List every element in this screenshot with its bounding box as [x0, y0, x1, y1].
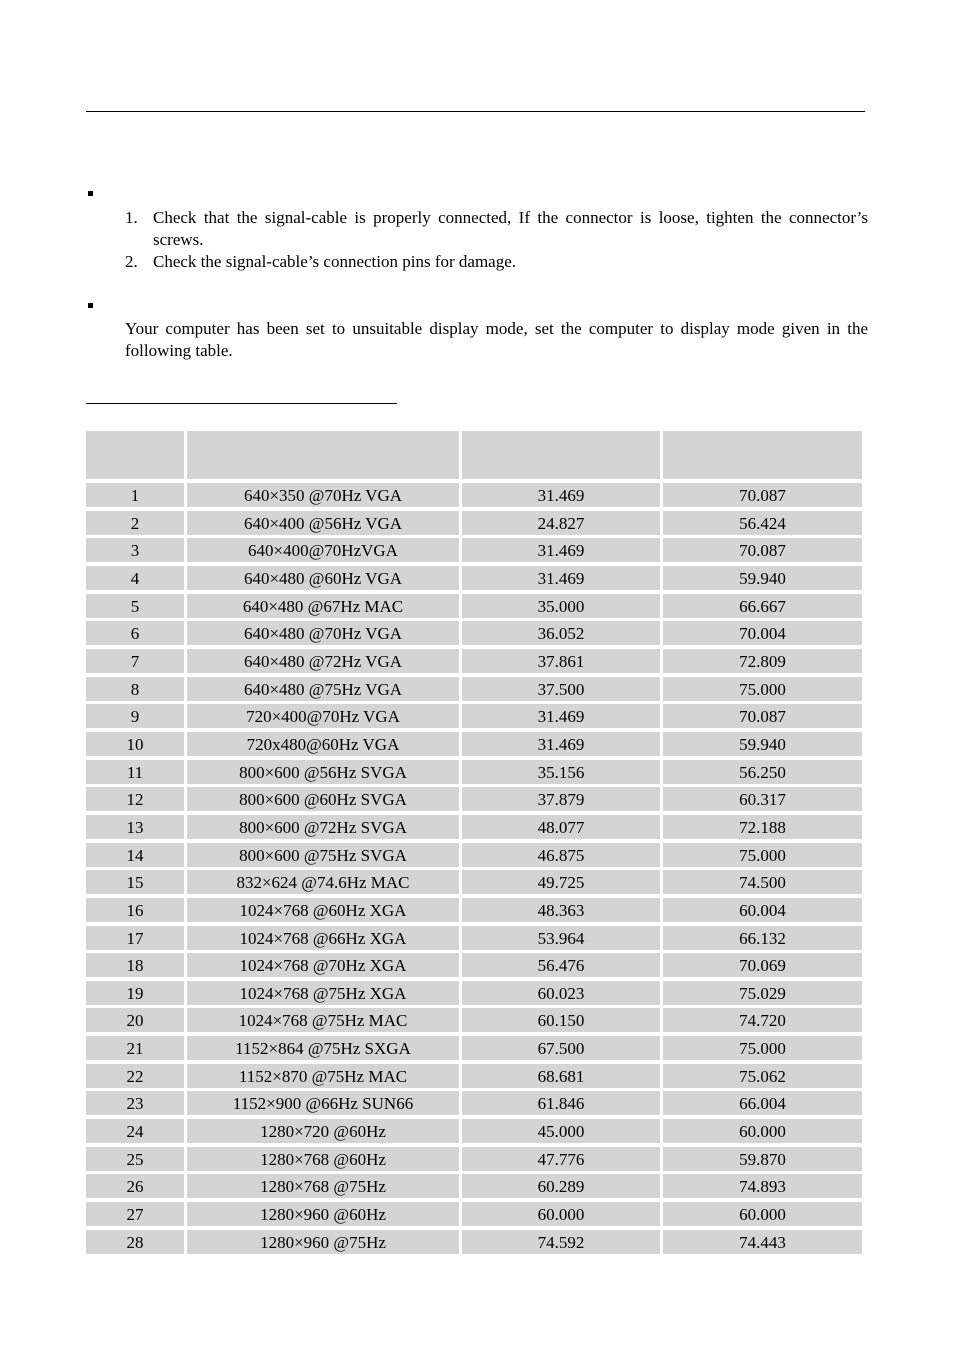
table-row — [86, 898, 864, 922]
cell-resolution: 640×480 @70Hz VGA — [187, 621, 459, 645]
cell-vertical-frequency: 66.667 — [663, 594, 862, 618]
step-text: Check that the signal-cable is properly connected, If the connector is loose, tighten the connector’s screws. — [153, 208, 868, 249]
cell-vertical-frequency: 59.940 — [663, 566, 862, 590]
cell-horizontal-frequency: 35.000 — [462, 594, 660, 618]
cell-resolution: 640×400@70HzVGA — [187, 538, 459, 562]
cell-horizontal-frequency: 67.500 — [462, 1036, 660, 1060]
cell-mode-number: 9 — [86, 704, 184, 728]
cell-mode-number: 24 — [86, 1119, 184, 1143]
list-item — [125, 207, 868, 251]
table-row — [86, 981, 864, 1005]
cell-vertical-frequency: 74.720 — [663, 1008, 862, 1032]
table-row — [86, 787, 864, 811]
table-row — [86, 1008, 864, 1032]
header-cell — [663, 431, 862, 479]
cell-mode-number: 11 — [86, 760, 184, 784]
cell-resolution: 1024×768 @75Hz MAC — [187, 1008, 459, 1032]
display-modes-table — [86, 431, 864, 1257]
cell-horizontal-frequency: 37.861 — [462, 649, 660, 673]
cell-horizontal-frequency: 48.363 — [462, 898, 660, 922]
cell-horizontal-frequency: 68.681 — [462, 1064, 660, 1088]
cell-horizontal-frequency: 46.875 — [462, 843, 660, 867]
cell-horizontal-frequency: 31.469 — [462, 538, 660, 562]
table-row — [86, 621, 864, 645]
cell-resolution: 1152×870 @75Hz MAC — [187, 1064, 459, 1088]
cell-resolution: 720×400@70Hz VGA — [187, 704, 459, 728]
cell-vertical-frequency: 75.000 — [663, 1036, 862, 1060]
step-number: 1. — [125, 208, 138, 227]
cell-resolution: 800×600 @60Hz SVGA — [187, 787, 459, 811]
cell-vertical-frequency: 75.000 — [663, 843, 862, 867]
cell-mode-number: 15 — [86, 870, 184, 894]
cell-mode-number: 13 — [86, 815, 184, 839]
table-row — [86, 538, 864, 562]
cell-horizontal-frequency: 31.469 — [462, 704, 660, 728]
cell-horizontal-frequency: 60.023 — [462, 981, 660, 1005]
cell-mode-number: 25 — [86, 1147, 184, 1171]
step-text: Check the signal-cable’s connection pins for damage. — [153, 252, 517, 271]
cell-resolution: 1152×864 @75Hz SXGA — [187, 1036, 459, 1060]
cell-mode-number: 22 — [86, 1064, 184, 1088]
table-row — [86, 926, 864, 950]
cell-horizontal-frequency: 37.500 — [462, 677, 660, 701]
cell-mode-number: 14 — [86, 843, 184, 867]
table-row — [86, 870, 864, 894]
cell-mode-number: 27 — [86, 1202, 184, 1226]
header-cell — [462, 431, 660, 479]
cell-resolution: 1280×960 @60Hz — [187, 1202, 459, 1226]
cell-resolution: 640×400 @56Hz VGA — [187, 511, 459, 535]
cell-mode-number: 1 — [86, 483, 184, 507]
cell-horizontal-frequency: 31.469 — [462, 566, 660, 590]
display-mode-paragraph: Your computer has been set to unsuitable display mode, set the computer to display mode given in the following table. — [125, 319, 868, 360]
cell-vertical-frequency: 75.062 — [663, 1064, 862, 1088]
table-row — [86, 953, 864, 977]
cell-mode-number: 4 — [86, 566, 184, 590]
cell-resolution: 1280×960 @75Hz — [187, 1230, 459, 1254]
cell-horizontal-frequency: 53.964 — [462, 926, 660, 950]
header-cell — [86, 431, 184, 479]
cell-resolution: 640×480 @75Hz VGA — [187, 677, 459, 701]
cell-mode-number: 17 — [86, 926, 184, 950]
cell-resolution: 720x480@60Hz VGA — [187, 732, 459, 756]
list-item — [125, 251, 868, 273]
cell-vertical-frequency: 70.087 — [663, 704, 862, 728]
header-cell — [187, 431, 459, 479]
cell-resolution: 800×600 @75Hz SVGA — [187, 843, 459, 867]
cell-horizontal-frequency: 56.476 — [462, 953, 660, 977]
cell-resolution: 1280×768 @60Hz — [187, 1147, 459, 1171]
table-row — [86, 1202, 864, 1226]
cell-horizontal-frequency: 45.000 — [462, 1119, 660, 1143]
table-row — [86, 1147, 864, 1171]
cell-mode-number: 10 — [86, 732, 184, 756]
cell-resolution: 800×600 @72Hz SVGA — [187, 815, 459, 839]
cell-horizontal-frequency: 49.725 — [462, 870, 660, 894]
section-rule — [86, 403, 397, 404]
table-row — [86, 732, 864, 756]
table-row — [86, 677, 864, 701]
cell-mode-number: 7 — [86, 649, 184, 673]
cell-mode-number: 16 — [86, 898, 184, 922]
cell-vertical-frequency: 60.317 — [663, 787, 862, 811]
table-row — [86, 1230, 864, 1254]
cell-vertical-frequency: 72.809 — [663, 649, 862, 673]
table-row — [86, 704, 864, 728]
cell-vertical-frequency: 60.000 — [663, 1119, 862, 1143]
cell-vertical-frequency: 75.000 — [663, 677, 862, 701]
table-row — [86, 649, 864, 673]
cell-vertical-frequency: 70.087 — [663, 538, 862, 562]
cell-resolution: 1024×768 @66Hz XGA — [187, 926, 459, 950]
cell-resolution: 1024×768 @75Hz XGA — [187, 981, 459, 1005]
table-row — [86, 511, 864, 535]
cell-resolution: 1024×768 @70Hz XGA — [187, 953, 459, 977]
cell-resolution: 640×480 @72Hz VGA — [187, 649, 459, 673]
cell-vertical-frequency: 60.000 — [663, 1202, 862, 1226]
cell-vertical-frequency: 74.500 — [663, 870, 862, 894]
table-header — [86, 431, 864, 479]
cell-vertical-frequency: 70.069 — [663, 953, 862, 977]
cell-vertical-frequency: 59.940 — [663, 732, 862, 756]
cell-mode-number: 26 — [86, 1174, 184, 1198]
bullet-icon — [88, 191, 93, 196]
cell-horizontal-frequency: 36.052 — [462, 621, 660, 645]
cell-resolution: 1152×900 @66Hz SUN66 — [187, 1091, 459, 1115]
cell-horizontal-frequency: 74.592 — [462, 1230, 660, 1254]
cell-horizontal-frequency: 47.776 — [462, 1147, 660, 1171]
cell-resolution: 640×480 @67Hz MAC — [187, 594, 459, 618]
cell-mode-number: 18 — [86, 953, 184, 977]
cell-horizontal-frequency: 61.846 — [462, 1091, 660, 1115]
cell-mode-number: 6 — [86, 621, 184, 645]
signal-steps-list — [125, 207, 868, 273]
cell-vertical-frequency: 66.004 — [663, 1091, 862, 1115]
cell-horizontal-frequency: 35.156 — [462, 760, 660, 784]
cell-mode-number: 8 — [86, 677, 184, 701]
cell-horizontal-frequency: 48.077 — [462, 815, 660, 839]
cell-mode-number: 28 — [86, 1230, 184, 1254]
cell-horizontal-frequency: 37.879 — [462, 787, 660, 811]
cell-vertical-frequency: 60.004 — [663, 898, 862, 922]
cell-resolution: 800×600 @56Hz SVGA — [187, 760, 459, 784]
cell-vertical-frequency: 74.443 — [663, 1230, 862, 1254]
cell-vertical-frequency: 74.893 — [663, 1174, 862, 1198]
cell-mode-number: 2 — [86, 511, 184, 535]
cell-horizontal-frequency: 31.469 — [462, 732, 660, 756]
table-row — [86, 1036, 864, 1060]
cell-vertical-frequency: 70.004 — [663, 621, 862, 645]
cell-vertical-frequency: 66.132 — [663, 926, 862, 950]
cell-vertical-frequency: 72.188 — [663, 815, 862, 839]
cell-vertical-frequency: 70.087 — [663, 483, 862, 507]
cell-horizontal-frequency: 60.289 — [462, 1174, 660, 1198]
cell-resolution: 1024×768 @60Hz XGA — [187, 898, 459, 922]
cell-vertical-frequency: 56.424 — [663, 511, 862, 535]
cell-horizontal-frequency: 24.827 — [462, 511, 660, 535]
cell-resolution: 832×624 @74.6Hz MAC — [187, 870, 459, 894]
cell-mode-number: 5 — [86, 594, 184, 618]
table-row — [86, 815, 864, 839]
step-number: 2. — [125, 252, 138, 271]
cell-mode-number: 23 — [86, 1091, 184, 1115]
table-row — [86, 1064, 864, 1088]
bullet-icon — [88, 303, 93, 308]
table-row — [86, 483, 864, 507]
cell-resolution: 1280×720 @60Hz — [187, 1119, 459, 1143]
table-row — [86, 594, 864, 618]
table-row — [86, 566, 864, 590]
table-body — [86, 483, 864, 1254]
cell-vertical-frequency: 59.870 — [663, 1147, 862, 1171]
cell-horizontal-frequency: 60.150 — [462, 1008, 660, 1032]
cell-mode-number: 19 — [86, 981, 184, 1005]
cell-mode-number: 20 — [86, 1008, 184, 1032]
table-row — [86, 1091, 864, 1115]
cell-resolution: 640×480 @60Hz VGA — [187, 566, 459, 590]
cell-vertical-frequency: 75.029 — [663, 981, 862, 1005]
cell-resolution: 1280×768 @75Hz — [187, 1174, 459, 1198]
cell-vertical-frequency: 56.250 — [663, 760, 862, 784]
cell-horizontal-frequency: 31.469 — [462, 483, 660, 507]
cell-mode-number: 21 — [86, 1036, 184, 1060]
cell-horizontal-frequency: 60.000 — [462, 1202, 660, 1226]
table-row — [86, 1119, 864, 1143]
table-row — [86, 1174, 864, 1198]
table-row — [86, 760, 864, 784]
cell-resolution: 640×350 @70Hz VGA — [187, 483, 459, 507]
cell-mode-number: 3 — [86, 538, 184, 562]
table-row — [86, 843, 864, 867]
top-rule — [86, 111, 865, 112]
cell-mode-number: 12 — [86, 787, 184, 811]
